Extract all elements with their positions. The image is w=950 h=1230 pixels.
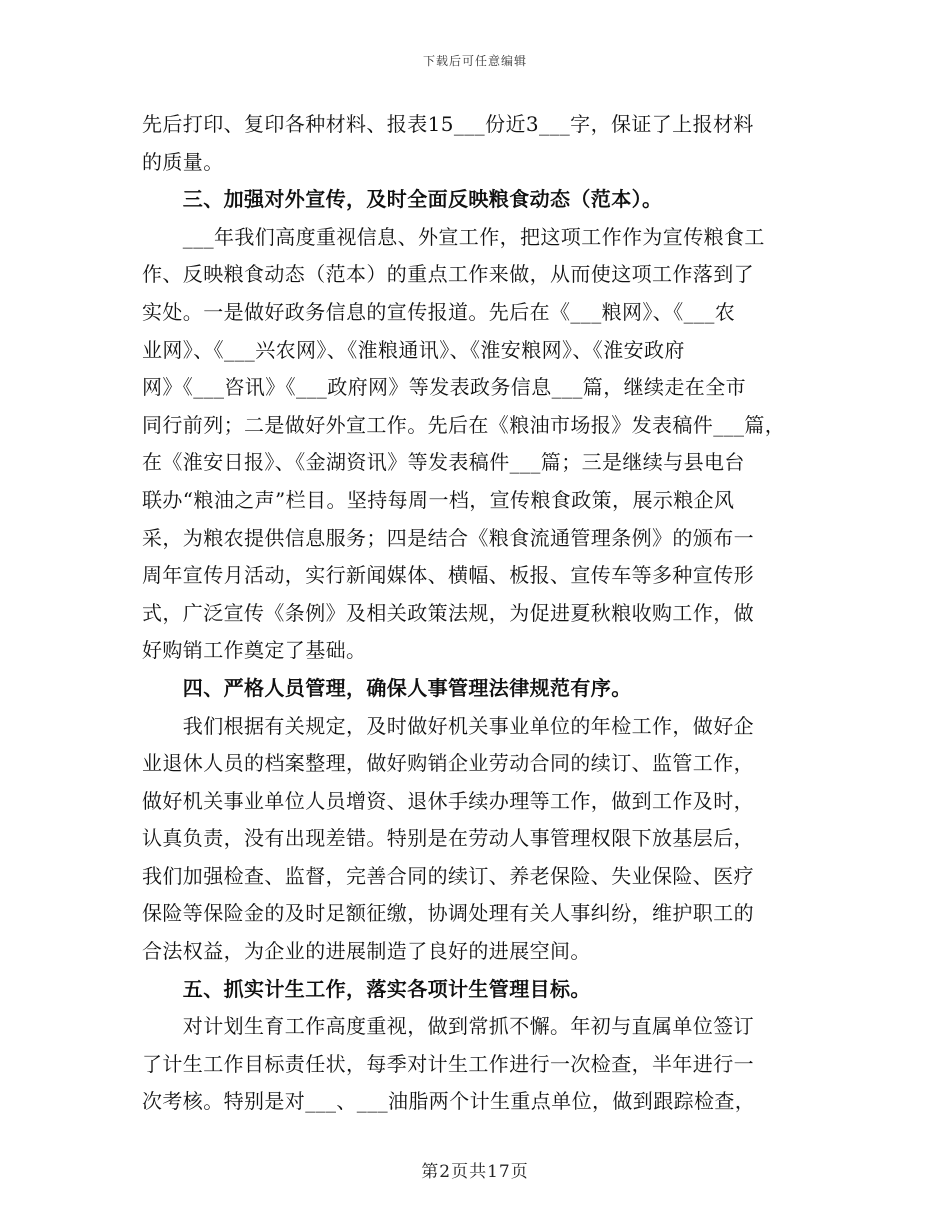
body-text-line: 业网》、《___兴农网》、《淮粮通讯》、《淮安粮网》、《淮安政府: [142, 337, 685, 362]
body-text-line: 网》《___咨讯》《___政府网》等发表政务信息___篇，继续走在全市: [142, 375, 746, 400]
page-header: 下载后可任意编辑: [422, 54, 527, 68]
body-text-line: 同行前列；二是做好外宣工作。先后在《粮油市场报》发表稿件___篇，: [142, 412, 786, 437]
section-heading: 三、加强对外宣传，及时全面反映粮食动态（范本）。: [142, 187, 663, 212]
body-text-line: 在《淮安日报》、《金湖资讯》等发表稿件___篇；三是继续与县电台: [142, 450, 745, 475]
page-number-footer: 第2页共17页: [421, 1162, 529, 1182]
body-text-line: 次考核。特别是对___、___油脂两个计生重点单位，做到跟踪检查，: [142, 1089, 756, 1114]
body-text-line: 采，为粮农提供信息服务；四是结合《粮食流通管理条例》的颁布一: [142, 525, 754, 550]
section-heading: 五、抓实计生工作，落实各项计生管理目标。: [142, 976, 591, 1001]
body-text-line: 认真负责，没有出现差错。特别是在劳动人事管理权限下放基层后，: [142, 826, 754, 851]
body-text-line: 保险等保险金的及时足额征缴，协调处理有关人事纠纷，维护职工的: [142, 901, 754, 926]
body-text-line: 对计划生育工作高度重视，做到常抓不懈。年初与直属单位签订: [142, 1014, 754, 1039]
body-text-line: 先后打印、复印各种材料、报表15___份近3___字，保证了上报材料: [142, 112, 754, 136]
body-text-line: 式，广泛宣传《条例》及相关政策法规，为促进夏秋粮收购工作，做: [142, 600, 754, 625]
section-heading: 四、严格人员管理，确保人事管理法律规范有序。: [142, 675, 632, 700]
body-text-line: 做好机关事业单位人员增资、退休手续办理等工作，做到工作及时，: [142, 788, 754, 813]
body-text-line: 联办“粮油之声”栏目。坚持每周一档，宣传粮食政策，展示粮企风: [142, 487, 735, 512]
body-text-line: 业退休人员的档案整理，做好购销企业劳动合同的续订、监管工作，: [142, 751, 754, 776]
body-text-line: 我们加强检查、监督，完善合同的续订、养老保险、失业保险、医疗: [142, 863, 754, 888]
body-text-line: 了计生工作目标责任状，每季对计生工作进行一次检查，半年进行一: [142, 1051, 754, 1076]
body-text-line: 的质量。: [142, 149, 224, 174]
body-text-line: 好购销工作奠定了基础。: [142, 638, 367, 663]
body-text-line: 作、反映粮食动态（范本）的重点工作来做，从而使这项工作落到了: [142, 262, 754, 287]
body-text-line: 我们根据有关规定，及时做好机关事业单位的年检工作，做好企: [142, 713, 754, 738]
document-body: [142, 106, 817, 1121]
body-text-line: 合法权益，为企业的进展制造了良好的进展空间。: [142, 939, 591, 964]
body-text-line: ___年我们高度重视信息、外宣工作，把这项工作作为宣传粮食工: [142, 224, 765, 249]
body-text-line: 周年宣传月活动，实行新闻媒体、横幅、板报、宣传车等多种宣传形: [142, 563, 754, 588]
body-text-line: 实处。一是做好政务信息的宣传报道。先后在《___粮网》、《___农: [142, 299, 736, 324]
